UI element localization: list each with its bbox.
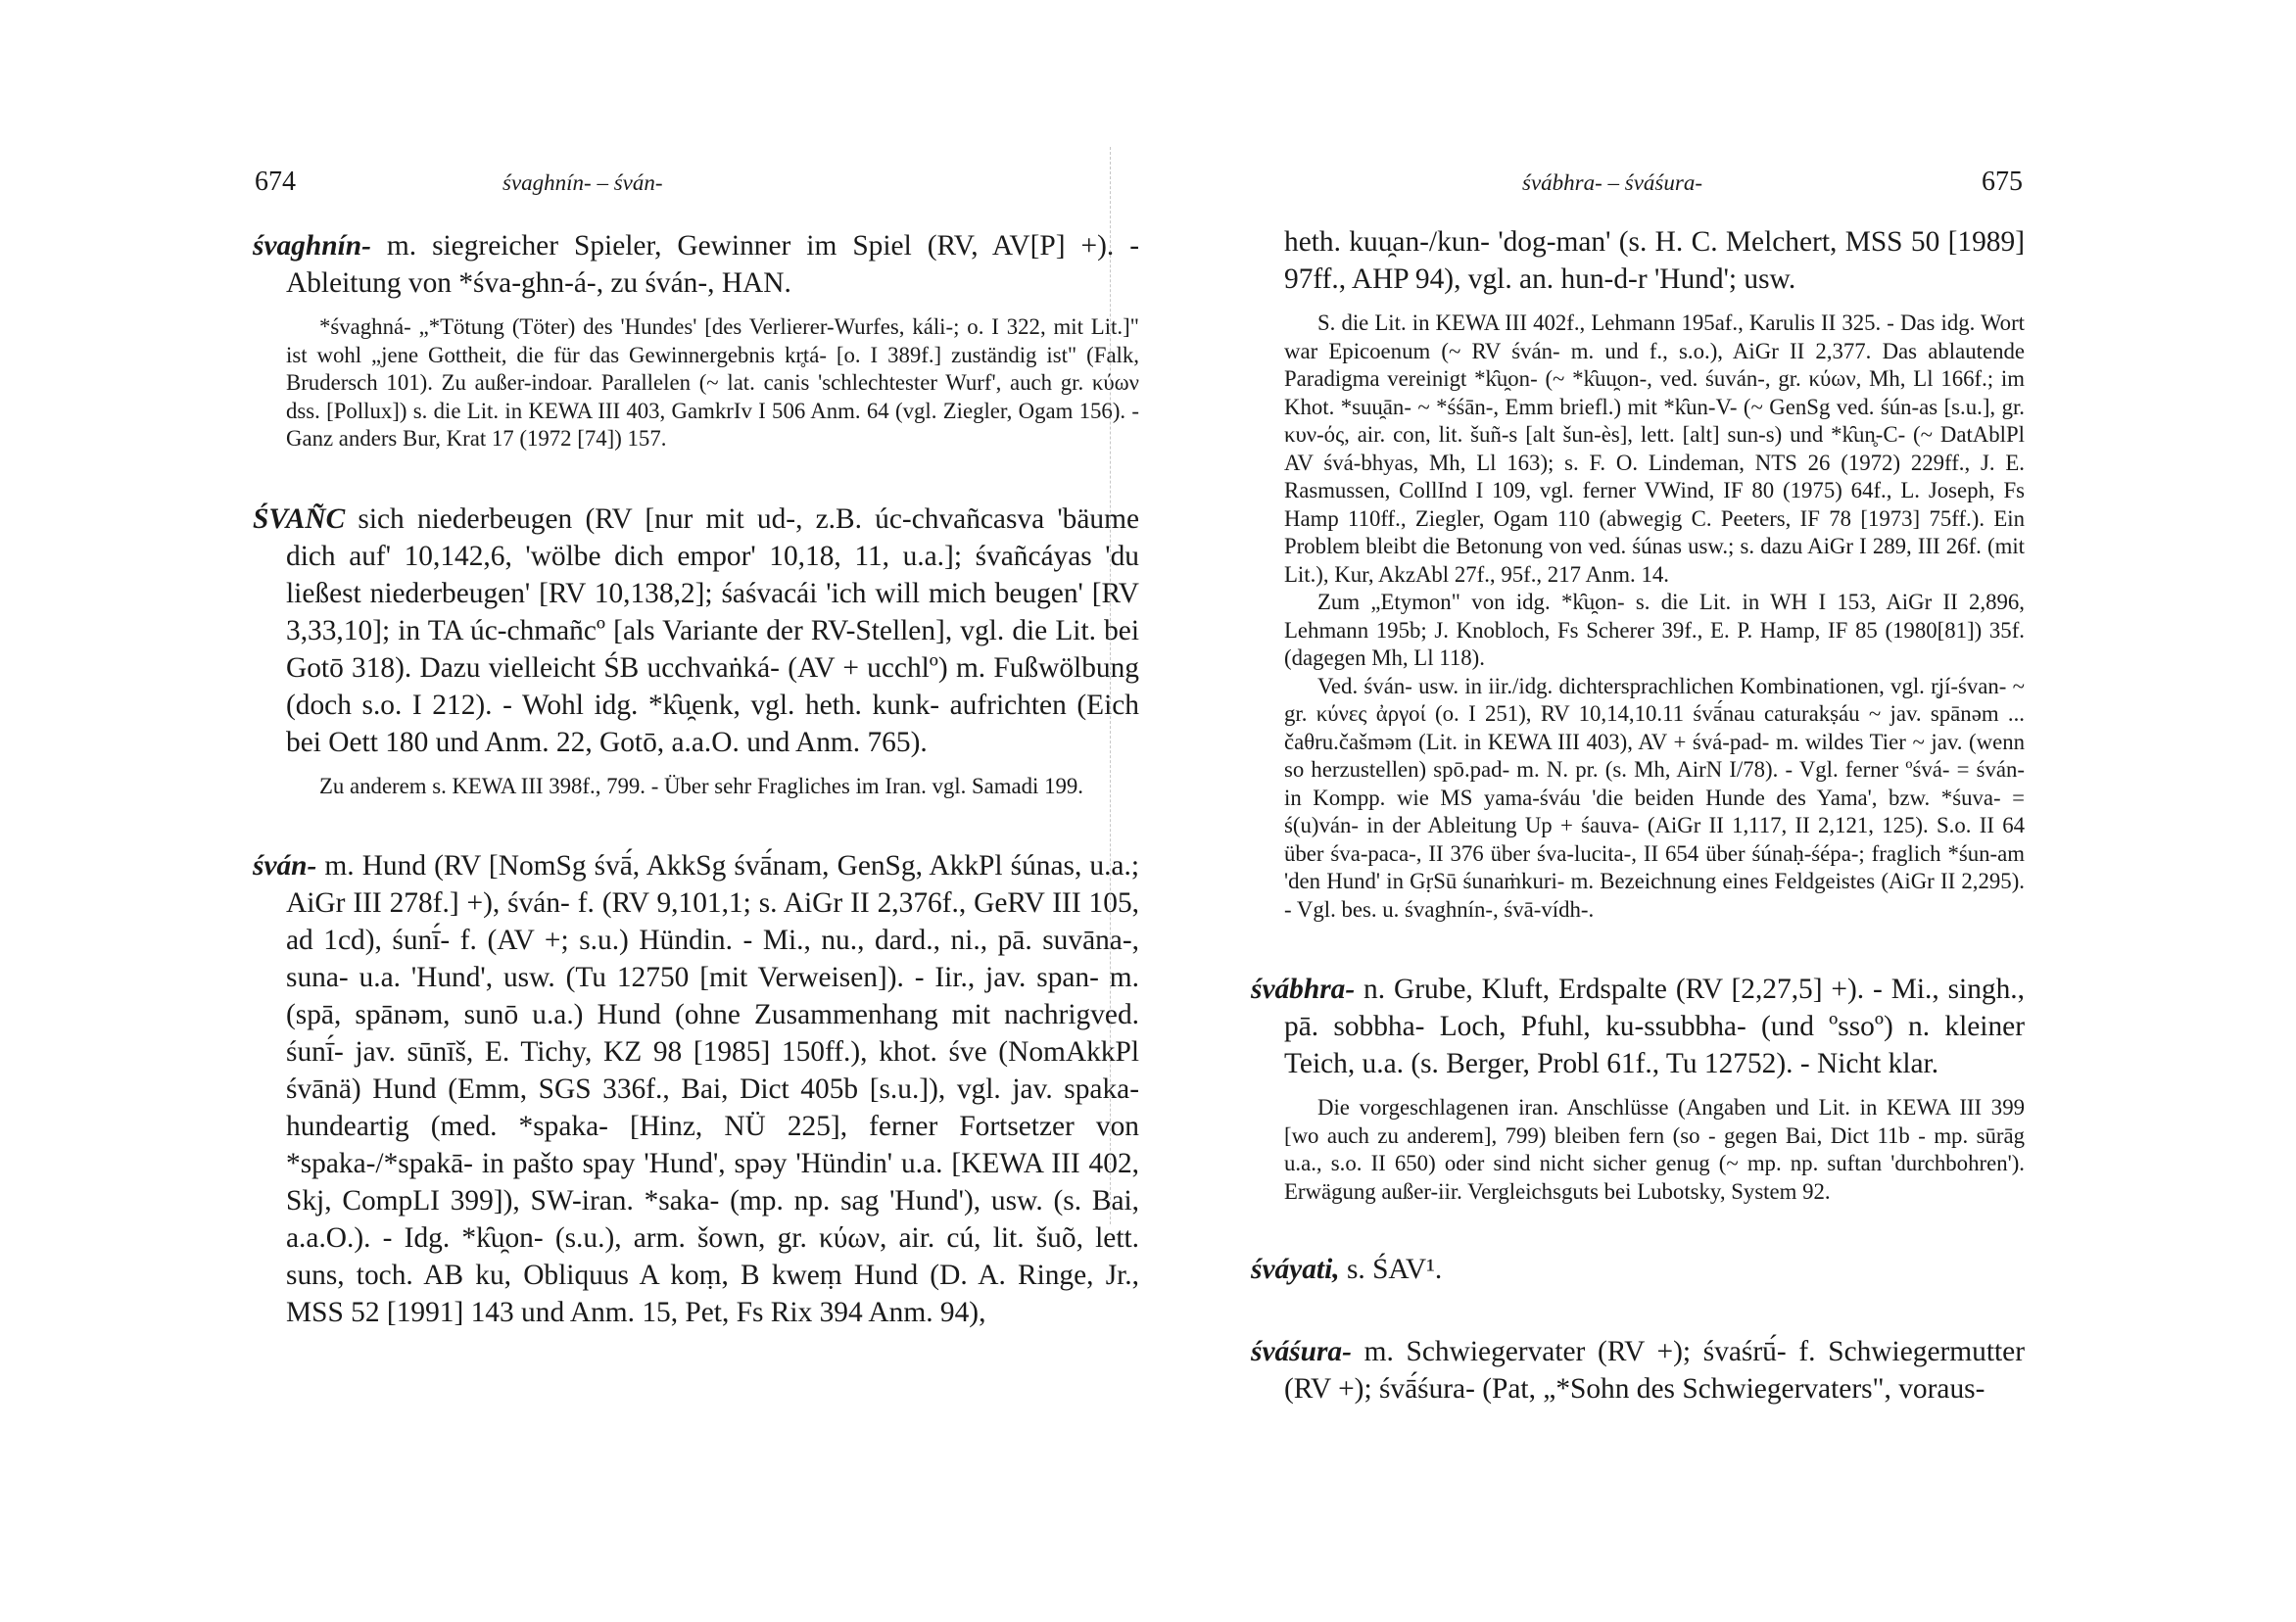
headword: śvábhra- bbox=[1251, 974, 1356, 1005]
right-running-head: śvábhra- – śváśura- bbox=[1522, 170, 1702, 195]
headword: ŚVAÑC bbox=[253, 502, 346, 535]
headword: śváyati, bbox=[1251, 1254, 1340, 1285]
left-running-head: śvaghnín- – śván- bbox=[502, 170, 663, 195]
entry-text: m. Schwiegervater (RV +); śvaśrū́- f. Schwiegermutter (RV +); śvā́śura- (Pat, „*Sohn des Schwiegervaters", voraus- bbox=[1284, 1336, 2025, 1405]
entry-svan bbox=[253, 847, 1139, 1331]
left-page-body bbox=[253, 227, 1139, 1331]
entry-svasura bbox=[1251, 1333, 2025, 1407]
left-page bbox=[253, 0, 1139, 1622]
note-svan-etymon: Zum „Etymon" von idg. *k̑u̯on- s. die Lit. in WH I 153, AiGr II 2,896, Lehmann 195b; J. Knobloch, Fs Scherer 39f., E. P. Hamp, IF 85 (1980[81]) 35f. (dagegen Mh, Ll 118). bbox=[1284, 590, 2025, 670]
entry-text: n. Grube, Kluft, Erdspalte (RV [2,27,5] +). - Mi., singh., pā. sobbha- Loch, Pfuhl, ku-ssubbha- (und ºssoº) n. kleiner Teich, u.a. (s. Berger, Probl 61f., Tu 12752). - Nicht klar. bbox=[1284, 974, 2025, 1079]
left-page-number: 674 bbox=[255, 167, 296, 197]
headword: śván- bbox=[253, 850, 317, 882]
left-page-header bbox=[253, 167, 1139, 206]
headword: śváśura- bbox=[1251, 1336, 1352, 1367]
gutter-divider bbox=[1110, 147, 1112, 1224]
entry-text: m. Hund (RV [NomSg śvā́, AkkSg śvā́nam, GenSg, AkkPl śúnas, u.a.; AiGr III 278f.] +), śván- f. (RV 9,101,1; s. AiGr II 2,376f., GeRV III 105, ad 1cd), śunī́- f. (AV +; s.u.) Hündin. - Mi., nu., dard., ni., pā. suvāna-, suna- u.a. 'Hund', usw. (Tu 12750 [mit Verweisen]). - Iir., jav. span- m. (spā, spānəm, sunō u.a.) Hund (ohne Zusammenhang mit nachrigved. śunī́- jav. sūnīš, E. Tichy, KZ 98 [1985] 150ff.), khot. śve (NomAkkPl śvānä) Hund (Emm, SGS 336f., Bai, Dict 405b [s.u.]), vgl. jav. spaka- hundeartig (med. *spaka- [Hinz, NÜ 225], ferner Fortsetzer von *spaka-/*spakā- in pašto spay 'Hund', spəy 'Hündin' u.a. [KEWA III 402, Skj, CompLI 399]), SW-iran. *saka- (mp. np. sag 'Hund'), usw. (s. Bai, a.a.O.). - Idg. *k̑u̯on- (s.u.), arm. šown, gr. κύων, air. cú, lit. šuõ, lett. suns, toch. AB ku, Obliquus A koṃ, B kweṃ Hund (D. A. Ringe, Jr., MSS 52 [1991] 143 und Anm. 15, Pet, Fs Rix 394 Anm. 94), bbox=[286, 850, 1139, 1328]
entry-svabhra bbox=[1251, 971, 2025, 1082]
entry-svaghnin bbox=[253, 227, 1139, 302]
headword: śvaghnín- bbox=[253, 230, 371, 262]
note-svabhra: Die vorgeschlagenen iran. Anschlüsse (Angaben und Lit. in KEWA III 399 [wo auch zu anderem], 799) bleiben fern (so - gegen Bai, Dict 11b - mp. sūrāg u.a., s.o. II 650) oder sind nicht sicher genug (~ mp. np. suftan 'durchbohren'). Erwägung außer-iir. Vergleichsguts bei Lubotsky, System 92. bbox=[1284, 1095, 2025, 1204]
note-svan-poetic: Ved. śván- usw. in iir./idg. dichtersprachlichen Kombinationen, vgl. r̥jí-śvan- ~ gr. κύνες ἀργοί (o. I 251), RV 10,14,10.11 śvā́nau caturakṣáu ~ jav. spānəm ... čaθru.čašməm (Lit. in KEWA III 403), AV + śvá-pad- m. wildes Tier ~ jav. (wenn so herzustellen) spō.pad- m. N. pr. (s. Mh, AirN I/78). - Vgl. ferner ºśvá- = śván- in Kompp. wie MS yama-śváu 'die beiden Hunde des Yama', bzw. *śuva- = ś(u)ván- in der Ableitung Up + śauva- (AiGr II 1,117, II 2,121, 125). S.o. II 64 über śva-paca-, II 376 über śva-lucita-, II 654 über śúnaḥ-śépa-; fraglich *śun-am 'den Hund' in GṛSū śunaṁkuri- m. Bezeichnung eines Feldgeistes (AiGr II 2,295). - Vgl. bes. u. śvaghnín-, śvā-vídh-. bbox=[1284, 673, 2025, 922]
note-svan-lit: S. die Lit. in KEWA III 402f., Lehmann 195af., Karulis II 325. - Das idg. Wort war Epicoenum (~ RV śván- m. und f., s.o.), AiGr II 2,377. Das ablautende Paradigma vereinigt *k̑u̯on- (~ *k̑uu̯on-, ved. śuván-, gr. κύων, Mh, Ll 166f.; im Khot. *suu̯ān- ~ *śśān-, Emm briefl.) mit *k̑un-V- (~ GenSg ved. śún-as [s.u.], gr. κυν-ός, air. con, lit. šuñ-s [alt šun-ès], lett. [alt] sun-s) und *k̑un̥-C- (~ DatAblPl AV śvá-bhyas, Mh, Ll 163); s. F. O. Lindeman, NTS 26 (1972) 229ff., J. E. Rasmussen, CollInd I 109, vgl. ferner VWind, IF 80 (1975) 64f., L. Joseph, Fs Hamp 110ff., Ziegler, Ogam 110 (abwegig C. Peeters, IF 78 [1973] 75ff.). Ein Problem bleibt die Betonung von ved. śúnas usw.; s. dazu AiGr I 289, III 26f. (mit Lit.), Kur, AkzAbl 27f., 95f., 217 Anm. 14. bbox=[1284, 310, 2025, 587]
right-page-body bbox=[1251, 223, 2025, 1407]
right-page-header bbox=[1251, 167, 2025, 206]
right-page bbox=[1251, 0, 2025, 1622]
entry-svayati bbox=[1251, 1251, 2025, 1288]
note-svanc: Zu anderem s. KEWA III 398f., 799. - Über sehr Fragliches im Iran. vgl. Samadi 199. bbox=[319, 773, 1083, 798]
note-svaghna: *śvaghná- „*Tötung (Töter) des 'Hundes' [des Verlierer-Wurfes, káli-; o. I 322, mit Lit.]" ist wohl „jene Gottheit, die für das Gewinnergebnis kr̥tá- [o. I 389f.] zuständig ist" (Falk, Brudersch 101). Zu außer-indoar. Parallelen (~ lat. canis 'schlechtester Wurf', auch gr. κύων dss. [Pollux]) s. die Lit. in KEWA III 403, GamkrIv I 506 Anm. 64 (vgl. Ziegler, Ogam 156). - Ganz anders Bur, Krat 17 (1972 [74]) 157. bbox=[286, 314, 1139, 451]
entry-text: sich niederbeugen (RV [nur mit ud-, z.B. úc-chvañcasva 'bäume dich auf' 10,142,6, 'wölbe dich empor' 10,18, 11, u.a.]; śvañcáyas 'du ließest niederbeugen' [RV 10,138,2]; śaśvacái 'ich will mich beugen' [RV 3,33,10]; in TA úc-chmañcº [als Variante der RV-Stellen], vgl. die Lit. bei Gotō 318). Dazu vielleicht ŚB ucchvaṅká- (AV + ucchlº) m. Fußwölbung (doch s.o. I 212). - Wohl idg. *k̑u̯enk, vgl. heth. kunk- aufrichten (Eich bei Oett 180 und Anm. 22, Gotō, a.a.O. und Anm. 765). bbox=[286, 502, 1139, 758]
entry-text: s. ŚAV¹. bbox=[1339, 1254, 1443, 1285]
entry-svan-continued: heth. kuu̯an-/kun- 'dog-man' (s. H. C. Melchert, MSS 50 [1989] 97ff., AHP 94), vgl. an. hun-d-r 'Hund'; usw. bbox=[1284, 226, 2025, 295]
right-page-number: 675 bbox=[1982, 167, 2023, 197]
entry-svanc bbox=[253, 501, 1139, 761]
entry-text: m. siegreicher Spieler, Gewinner im Spiel (RV, AV[P] +). - Ableitung von *śva-ghn-á-, zu śván-, HAN. bbox=[286, 230, 1139, 299]
